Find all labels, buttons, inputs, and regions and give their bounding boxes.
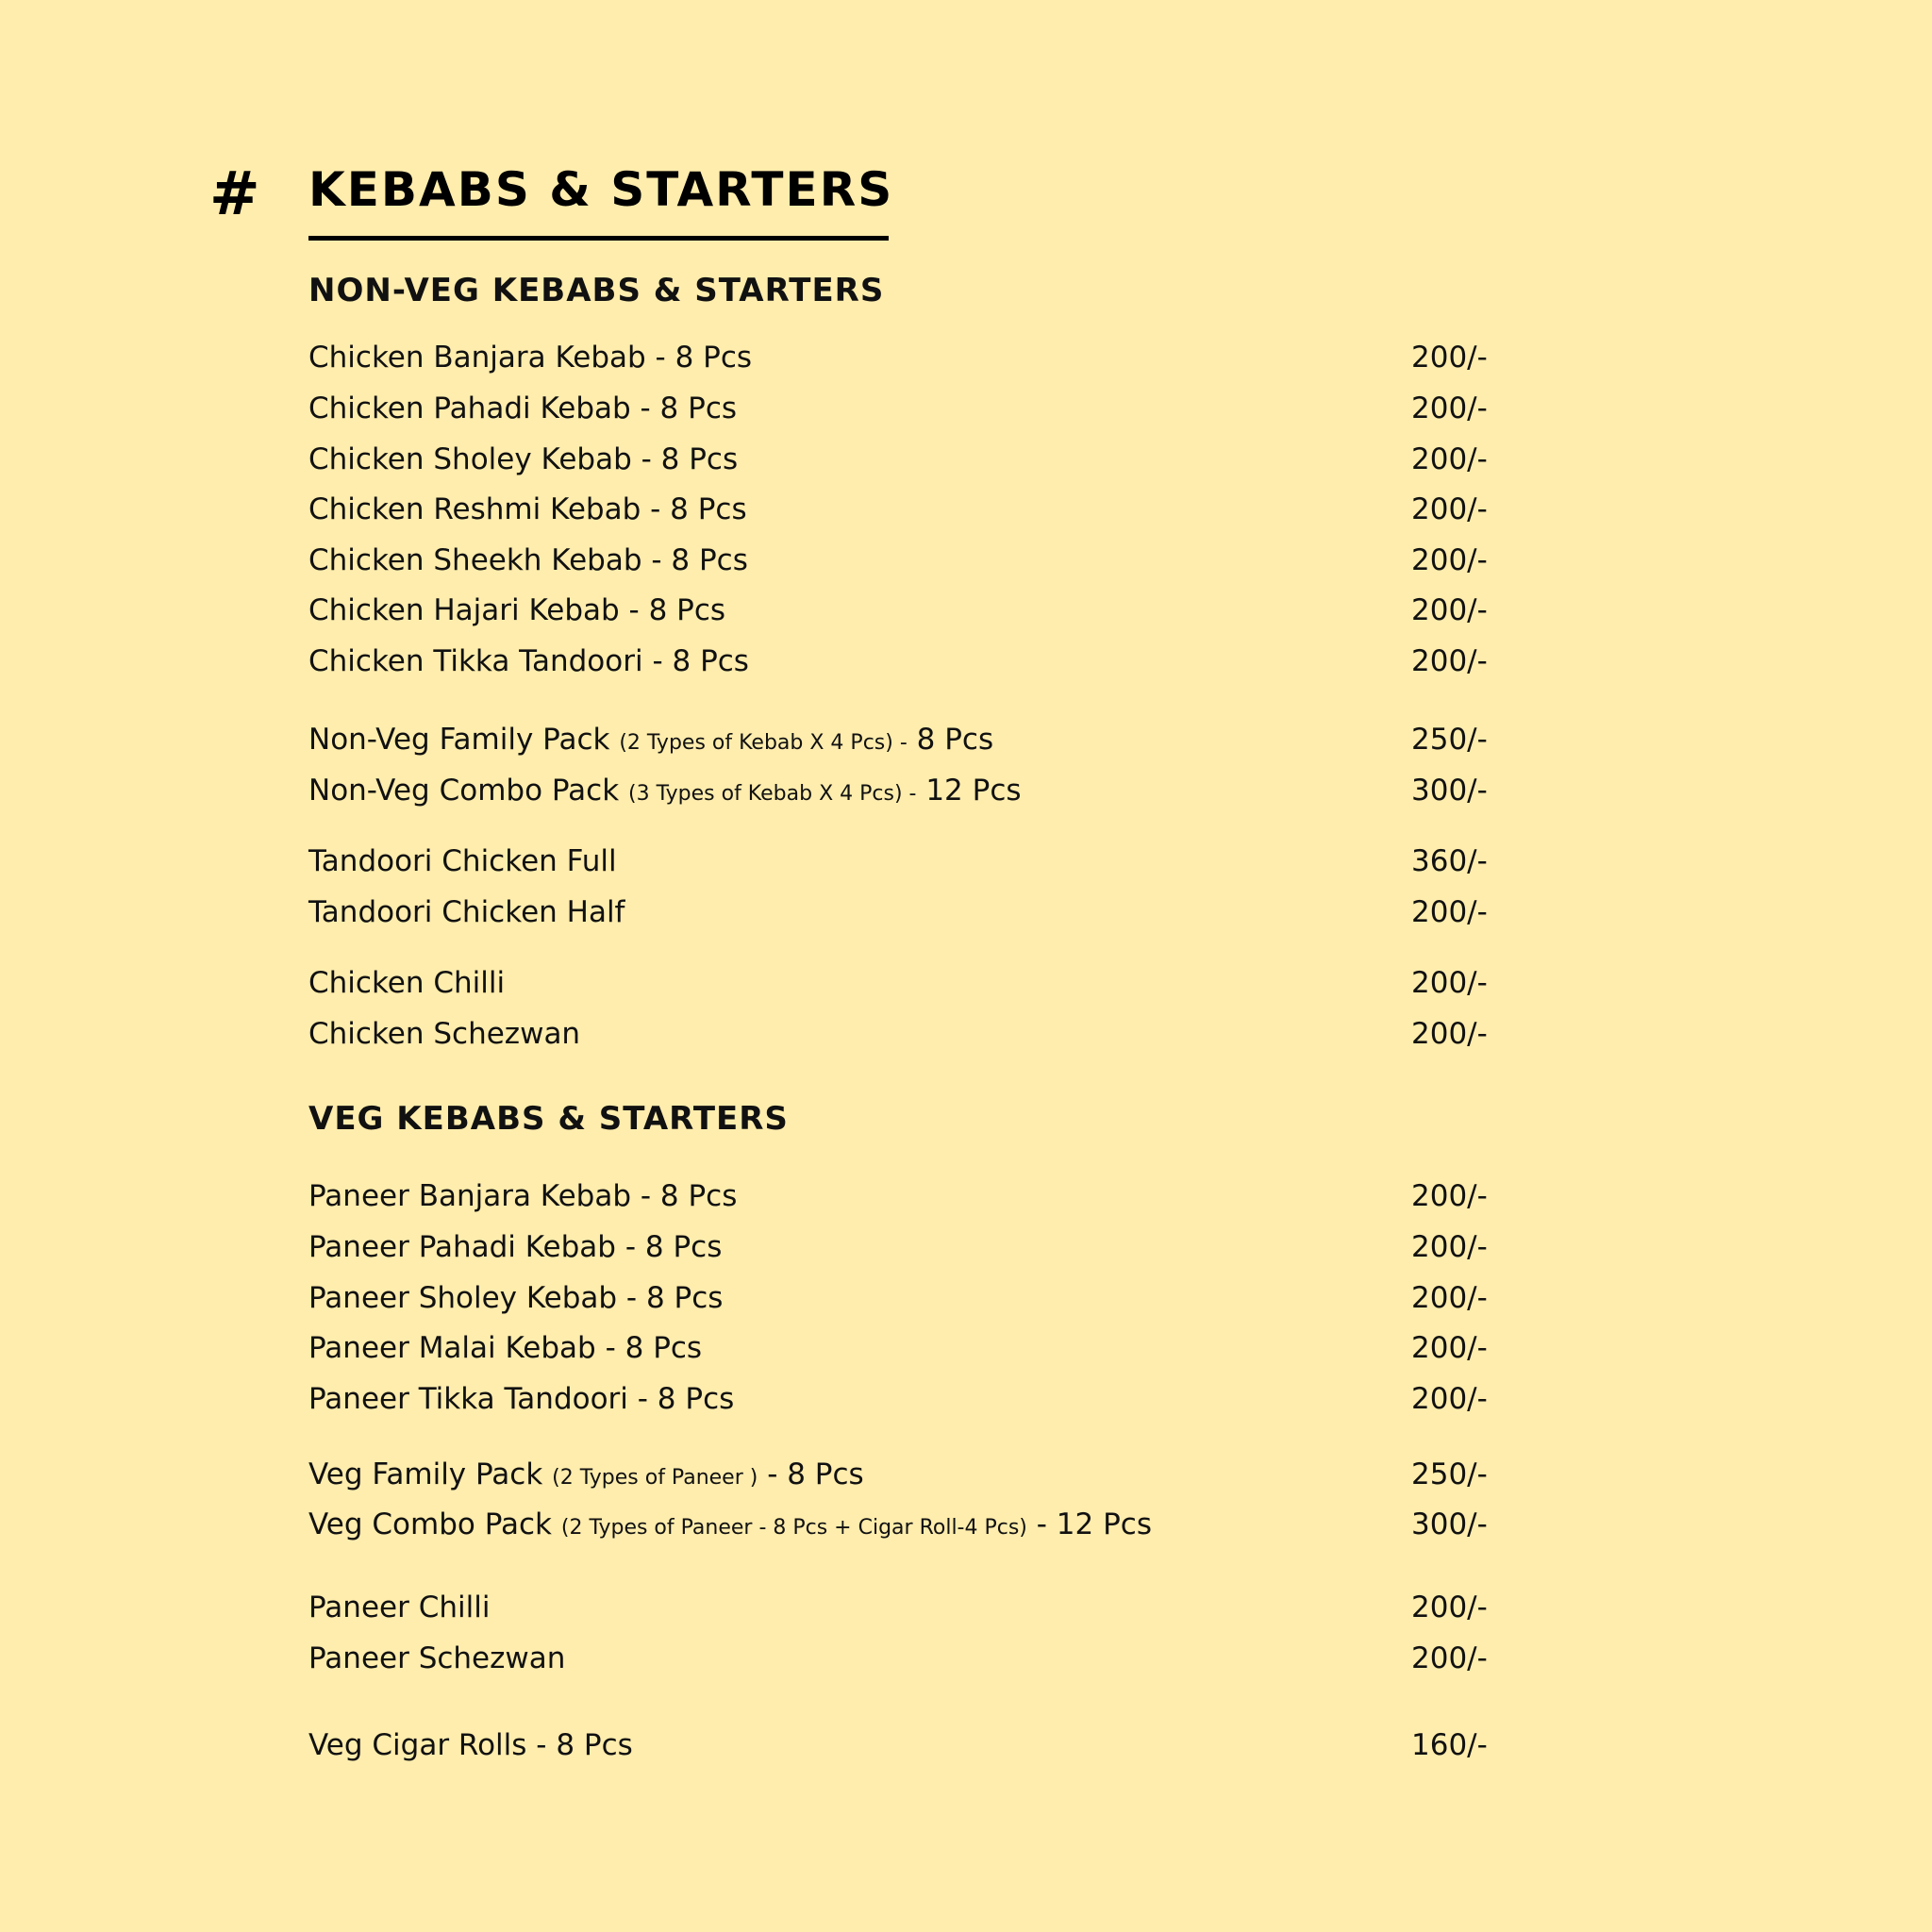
menu-item [308, 1638, 1488, 1679]
item-name [308, 719, 993, 764]
menu-item [308, 1724, 1488, 1766]
item-name: Chicken Banjara Kebab - 8 Pcs [308, 341, 753, 375]
item-price: 200/- [1411, 341, 1488, 375]
item-name-suffix: - 8 Pcs [767, 1457, 864, 1491]
menu-item [308, 891, 1488, 933]
menu-item [308, 1378, 1488, 1420]
item-note: (2 Types of Paneer - 8 Pcs + Cigar Roll-4 Pcs) [560, 1516, 1027, 1540]
item-price: 200/- [1411, 543, 1488, 577]
item-name-suffix: - 12 Pcs [1036, 1507, 1152, 1541]
item-note: (3 Types of Kebab X 4 Pcs) - [628, 782, 917, 806]
item-price: 200/- [1411, 492, 1488, 526]
item-price: 160/- [1411, 1728, 1488, 1762]
item-name-main: Non-Veg Family Pack [308, 723, 610, 757]
title-underline [308, 236, 889, 241]
item-price: 200/- [1411, 1017, 1488, 1051]
menu-item [308, 841, 1488, 882]
item-name-main: Non-Veg Combo Pack [308, 774, 620, 808]
item-note: (2 Types of Kebab X 4 Pcs) - [619, 731, 908, 755]
item-price: 200/- [1411, 442, 1488, 476]
item-name: Tandoori Chicken Half [308, 895, 625, 929]
item-price: 200/- [1411, 391, 1488, 425]
menu-item [308, 1277, 1488, 1319]
item-name-main: Veg Combo Pack [308, 1507, 553, 1541]
menu-item [308, 540, 1488, 581]
item-price: 200/- [1411, 593, 1488, 627]
item-name: Veg Cigar Rolls - 8 Pcs [308, 1728, 633, 1762]
item-name: Chicken Chilli [308, 966, 506, 1000]
item-name [308, 1504, 1152, 1549]
menu-item [308, 962, 1488, 1004]
item-name: Paneer Pahadi Kebab - 8 Pcs [308, 1230, 723, 1264]
item-name-main: Veg Family Pack [308, 1457, 543, 1491]
menu-item [308, 1175, 1488, 1217]
item-price: 300/- [1411, 774, 1488, 808]
menu-item [308, 1013, 1488, 1055]
item-price: 200/- [1411, 1382, 1488, 1416]
item-price: 250/- [1411, 723, 1488, 757]
menu-item [308, 590, 1488, 631]
item-name: Chicken Sheekh Kebab - 8 Pcs [308, 543, 748, 577]
item-name: Chicken Tikka Tandoori - 8 Pcs [308, 644, 749, 678]
menu-item [308, 1327, 1488, 1369]
item-name: Paneer Tikka Tandoori - 8 Pcs [308, 1382, 735, 1416]
item-name: Chicken Sholey Kebab - 8 Pcs [308, 442, 739, 476]
item-name: Paneer Sholey Kebab - 8 Pcs [308, 1281, 724, 1315]
item-name: Paneer Banjara Kebab - 8 Pcs [308, 1179, 738, 1213]
item-price: 360/- [1411, 844, 1488, 878]
item-name: Paneer Schezwan [308, 1641, 566, 1675]
menu-item [308, 1504, 1488, 1545]
item-price: 250/- [1411, 1457, 1488, 1491]
menu-item [308, 489, 1488, 530]
menu-item [308, 1454, 1488, 1495]
item-price: 200/- [1411, 1641, 1488, 1675]
item-price: 200/- [1411, 1179, 1488, 1213]
item-name: Chicken Schezwan [308, 1017, 581, 1051]
item-price: 200/- [1411, 1230, 1488, 1264]
item-name-suffix: 12 Pcs [925, 774, 1022, 808]
item-name: Chicken Pahadi Kebab - 8 Pcs [308, 391, 738, 425]
section-heading-nonveg: NON-VEG KEBABS & STARTERS [308, 272, 885, 309]
item-name: Chicken Hajari Kebab - 8 Pcs [308, 593, 726, 627]
menu-item [308, 337, 1488, 378]
item-name: Paneer Chilli [308, 1591, 491, 1624]
item-name-suffix: 8 Pcs [916, 723, 994, 757]
menu-item [308, 770, 1488, 811]
item-price: 200/- [1411, 1281, 1488, 1315]
item-name: Tandoori Chicken Full [308, 844, 617, 878]
menu-item [308, 439, 1488, 480]
page-title: KEBABS & STARTERS [308, 162, 894, 217]
item-price: 200/- [1411, 966, 1488, 1000]
item-name [308, 770, 1022, 815]
menu-item [308, 1587, 1488, 1628]
item-price: 200/- [1411, 895, 1488, 929]
menu-item [308, 1226, 1488, 1268]
menu-item [308, 719, 1488, 760]
menu-item [308, 388, 1488, 429]
item-price: 200/- [1411, 1331, 1488, 1365]
section-heading-veg: VEG KEBABS & STARTERS [308, 1100, 789, 1138]
item-price: 200/- [1411, 1591, 1488, 1624]
item-name: Paneer Malai Kebab - 8 Pcs [308, 1331, 703, 1365]
item-price: 300/- [1411, 1507, 1488, 1541]
hash-icon: # [209, 158, 260, 229]
menu-item [308, 641, 1488, 682]
item-price: 200/- [1411, 644, 1488, 678]
item-note: (2 Types of Paneer ) [552, 1466, 758, 1490]
item-name [308, 1454, 864, 1499]
item-name: Chicken Reshmi Kebab - 8 Pcs [308, 492, 747, 526]
